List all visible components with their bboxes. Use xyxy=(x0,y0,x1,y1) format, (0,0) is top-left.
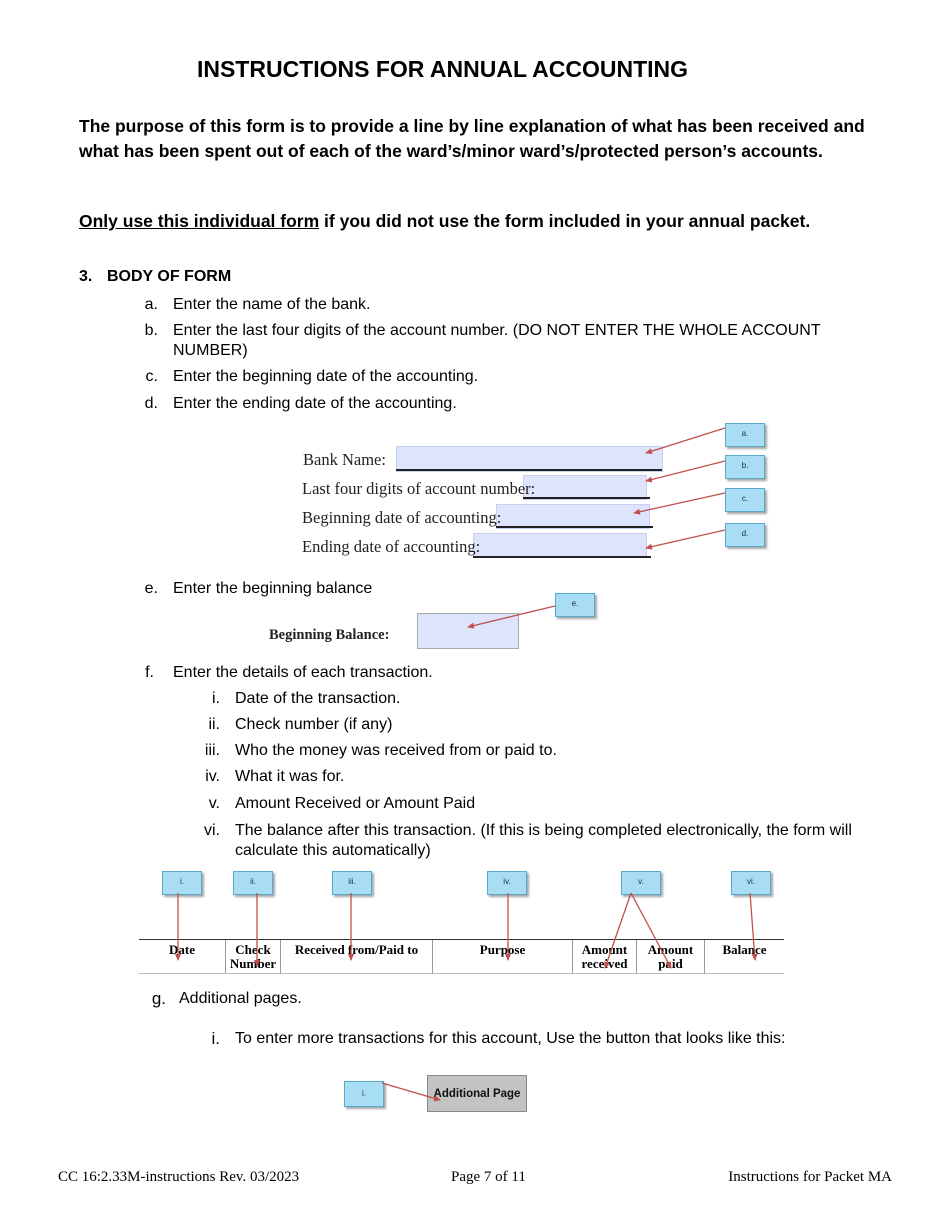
list-text: Amount Received or Amount Paid xyxy=(235,795,476,812)
list-marker: f. xyxy=(145,664,154,681)
callout-b: b. xyxy=(725,455,765,479)
list-marker: ii. xyxy=(208,716,220,733)
callout-a: a. xyxy=(725,423,765,447)
list-text: Enter the last four digits of the account number. (DO NOT ENTER THE WHOLE ACCOUNT NUMBER) xyxy=(173,322,821,359)
callout-iii: iii. xyxy=(332,871,372,895)
col-check-number: Check Number xyxy=(229,942,277,971)
list-marker: a. xyxy=(144,296,158,313)
list-marker: vi. xyxy=(204,822,220,839)
list-text: Enter the beginning date of the accounting. xyxy=(173,368,479,385)
callout-iv: iv. xyxy=(487,871,527,895)
callout-v: v. xyxy=(621,871,661,895)
footer-page-number: Page 7 of 11 xyxy=(451,1169,526,1185)
only-use-rest: if you did not use the form included in your annual packet. xyxy=(319,211,811,231)
list-text: The balance after this transaction. (If this is being completed electronically, the form will calculate this automatically) xyxy=(235,822,852,859)
callout-e: e. xyxy=(555,593,595,617)
list-marker: iv. xyxy=(205,768,220,785)
list-marker: v. xyxy=(208,795,220,812)
list-text: Enter the beginning balance xyxy=(173,580,373,597)
callout-g-i: i. xyxy=(344,1081,384,1107)
arrow-b xyxy=(646,461,725,481)
list-text: Date of the transaction. xyxy=(235,690,401,707)
col-purpose: Purpose xyxy=(479,942,526,957)
col-date: Date xyxy=(169,942,195,957)
list-marker: g. xyxy=(151,989,166,1008)
arrow-v-right xyxy=(631,893,671,968)
list-text: To enter more transactions for this account, Use the button that looks like this: xyxy=(235,1030,786,1047)
list-text: Who the money was received from or paid to. xyxy=(235,742,557,759)
footer-form-id: CC 16:2.33M-instructions Rev. 03/2023 xyxy=(58,1169,300,1185)
list-text: Check number (if any) xyxy=(235,716,393,733)
list-marker: e. xyxy=(144,580,158,597)
arrow-d xyxy=(646,530,725,548)
arrow-g-i xyxy=(382,1083,440,1100)
ending-date-label: Ending date of accounting: xyxy=(302,537,481,556)
list-marker: i. xyxy=(211,1029,220,1048)
additional-page-button-image: Additional Page xyxy=(427,1075,527,1112)
col-amount-paid: Amount paid xyxy=(647,942,694,971)
purpose-paragraph: The purpose of this form is to provide a line by line explanation of what has been received and what has been spent out of each of the ward’s/minor ward’s/protected person’s accounts. xyxy=(79,116,865,161)
only-use-underlined: Only use this individual form xyxy=(79,211,320,231)
list-marker: c. xyxy=(145,368,158,385)
beginning-balance-label: Beginning Balance: xyxy=(269,627,390,643)
list-text: Additional pages. xyxy=(179,990,302,1007)
list-marker: b. xyxy=(144,322,158,339)
col-balance: Balance xyxy=(722,942,767,957)
arrow-a xyxy=(646,428,725,453)
beginning-date-label: Beginning date of accounting: xyxy=(302,508,502,527)
callout-i: i. xyxy=(162,871,202,895)
list-text: Enter the details of each transaction. xyxy=(173,664,433,681)
arrow-c xyxy=(634,493,725,513)
list-marker: i. xyxy=(212,690,220,707)
section-title: BODY OF FORM xyxy=(107,268,232,285)
list-text: What it was for. xyxy=(235,768,345,785)
list-marker: d. xyxy=(144,395,158,412)
page-title: INSTRUCTIONS FOR ANNUAL ACCOUNTING xyxy=(196,56,689,82)
arrow-v-left xyxy=(605,893,631,968)
last-four-label: Last four digits of account number: xyxy=(302,479,536,498)
list-marker: iii. xyxy=(204,742,220,759)
callout-c: c. xyxy=(725,488,765,512)
arrow-e xyxy=(468,606,555,627)
col-received-paid: Received from/Paid to xyxy=(294,942,419,957)
list-text: Enter the name of the bank. xyxy=(173,296,371,313)
bank-name-label: Bank Name: xyxy=(303,450,386,469)
footer-packet: Instructions for Packet MA xyxy=(728,1169,892,1185)
callout-vi: vi. xyxy=(731,871,771,895)
col-amount-received: Amount received xyxy=(581,942,628,971)
callout-d: d. xyxy=(725,523,765,547)
section-number: 3. xyxy=(79,268,93,285)
callout-ii: ii. xyxy=(233,871,273,895)
arrow-vi xyxy=(750,893,755,960)
list-text: Enter the ending date of the accounting. xyxy=(173,395,457,412)
